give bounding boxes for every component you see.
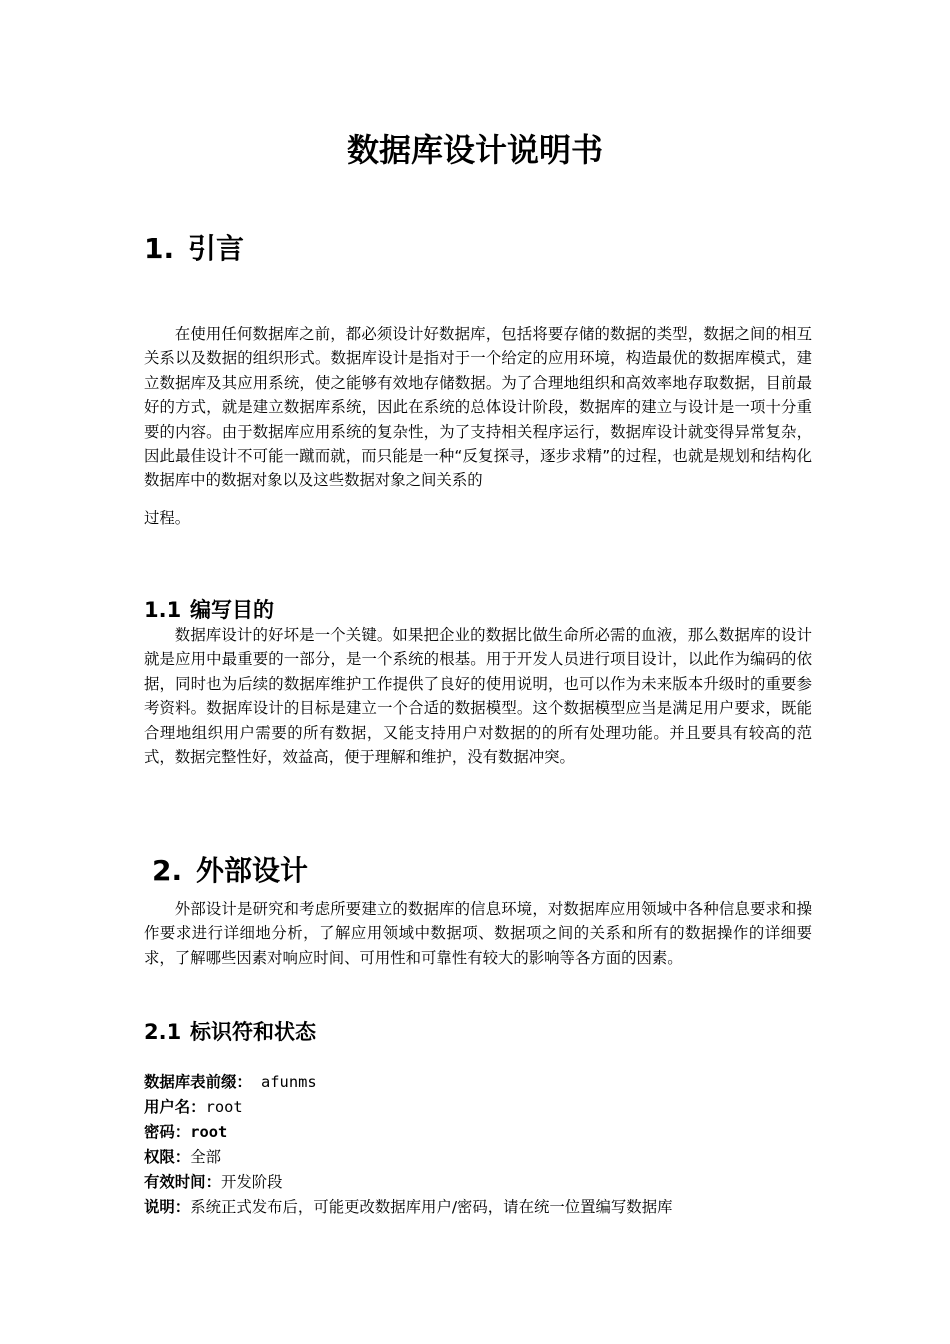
prop-label: 有效时间： <box>144 1173 221 1191</box>
prop-label: 用户名： <box>144 1098 206 1116</box>
section-number: 2.1 <box>144 1020 182 1044</box>
prop-row-note <box>144 1195 844 1220</box>
prop-value: 全部 <box>190 1148 221 1166</box>
prop-value: 系统正式发布后，可能更改数据库用户/密码，请在统一位置编写数据库 <box>190 1198 673 1216</box>
intro-paragraph <box>144 322 812 530</box>
prop-row-username <box>144 1095 844 1120</box>
prop-label: 权限： <box>144 1148 191 1166</box>
document-title: 数据库设计说明书 <box>346 131 603 169</box>
intro-paragraph-text: 在使用任何数据库之前，都必须设计好数据库，包括将要存储的数据的类型，数据之间的相互关系以及数据的组织形式。数据库设计是指对于一个给定的应用环境，构造最优的数据库模式，建立数据库及其应用系统，使之能够有效地存储数据。为了合理地组织和高效率地存取数据，目前最好的方式，就是建立数据库系统，因此在系统的总体设计阶段，数据库的建立与设计是一项十分重要的内容。由于数据库应用系统的复杂性，为了支持相关程序运行，数据库设计就变得异常复杂，因此最佳设计不可能一蹴而就，而只能是一种“反复探寻，逐步求精”的过程，也就是规划和结构化数据库中的数据对象以及这些数据对象之间关系的 <box>144 325 812 490</box>
prop-row-password <box>144 1120 844 1145</box>
section-heading-1 <box>144 231 244 267</box>
prop-value: root <box>190 1123 228 1141</box>
purpose-paragraph: 数据库设计的好坏是一个关键。如果把企业的数据比做生命所必需的血液，那么数据库的设计就是应用中最重要的一部分，是一个系统的根基。用于开发人员进行项目设计，以此作为编码的依据，同时也为后续的数据库维护工作提供了良好的使用说明，也可以作为未来版本升级时的重要参考资料。数据库设计的目标是建立一个合适的数据模型。这个数据模型应当是满足用户要求，既能合理地组织用户需要的所有数据，又能支持用户对数据的的所有处理功能。并且要具有较高的范式，数据完整性好，效益高，便于理解和维护，没有数据冲突。 <box>144 626 812 767</box>
prop-value: root <box>205 1098 243 1116</box>
section-heading-1-1 <box>144 596 274 624</box>
section-title: 编写目的 <box>190 598 274 622</box>
prop-value: 开发阶段 <box>220 1173 283 1191</box>
prop-row-validity <box>144 1170 844 1195</box>
intro-paragraph-end: 过程。 <box>144 508 191 527</box>
prop-label: 密码： <box>144 1123 191 1141</box>
section-heading-2-1 <box>144 1018 316 1046</box>
prop-row-permission <box>144 1145 844 1170</box>
identifier-properties <box>144 1070 844 1220</box>
section-number: 2. <box>152 854 183 887</box>
section-number: 1.1 <box>144 598 182 622</box>
section-title: 引言 <box>188 232 245 265</box>
section-title: 标识符和状态 <box>190 1020 316 1044</box>
external-design-paragraph: 外部设计是研究和考虑所要建立的数据库的信息环境，对数据库应用领域中各种信息要求和操作要求进行详细地分析，了解应用领域中数据项、数据项之间的关系和所有的数据操作的详细要求，了解哪些因素对响应时间、可用性和可靠性有较大的影响等各方面的因素。 <box>144 900 812 967</box>
prop-label: 数据库表前缀： <box>144 1073 252 1091</box>
prop-label: 说明： <box>144 1198 191 1216</box>
section-title: 外部设计 <box>196 854 309 887</box>
section-number: 1. <box>144 232 175 265</box>
section-heading-2 <box>152 853 308 889</box>
prop-row-prefix <box>144 1070 844 1095</box>
prop-value: afunms <box>251 1073 317 1091</box>
